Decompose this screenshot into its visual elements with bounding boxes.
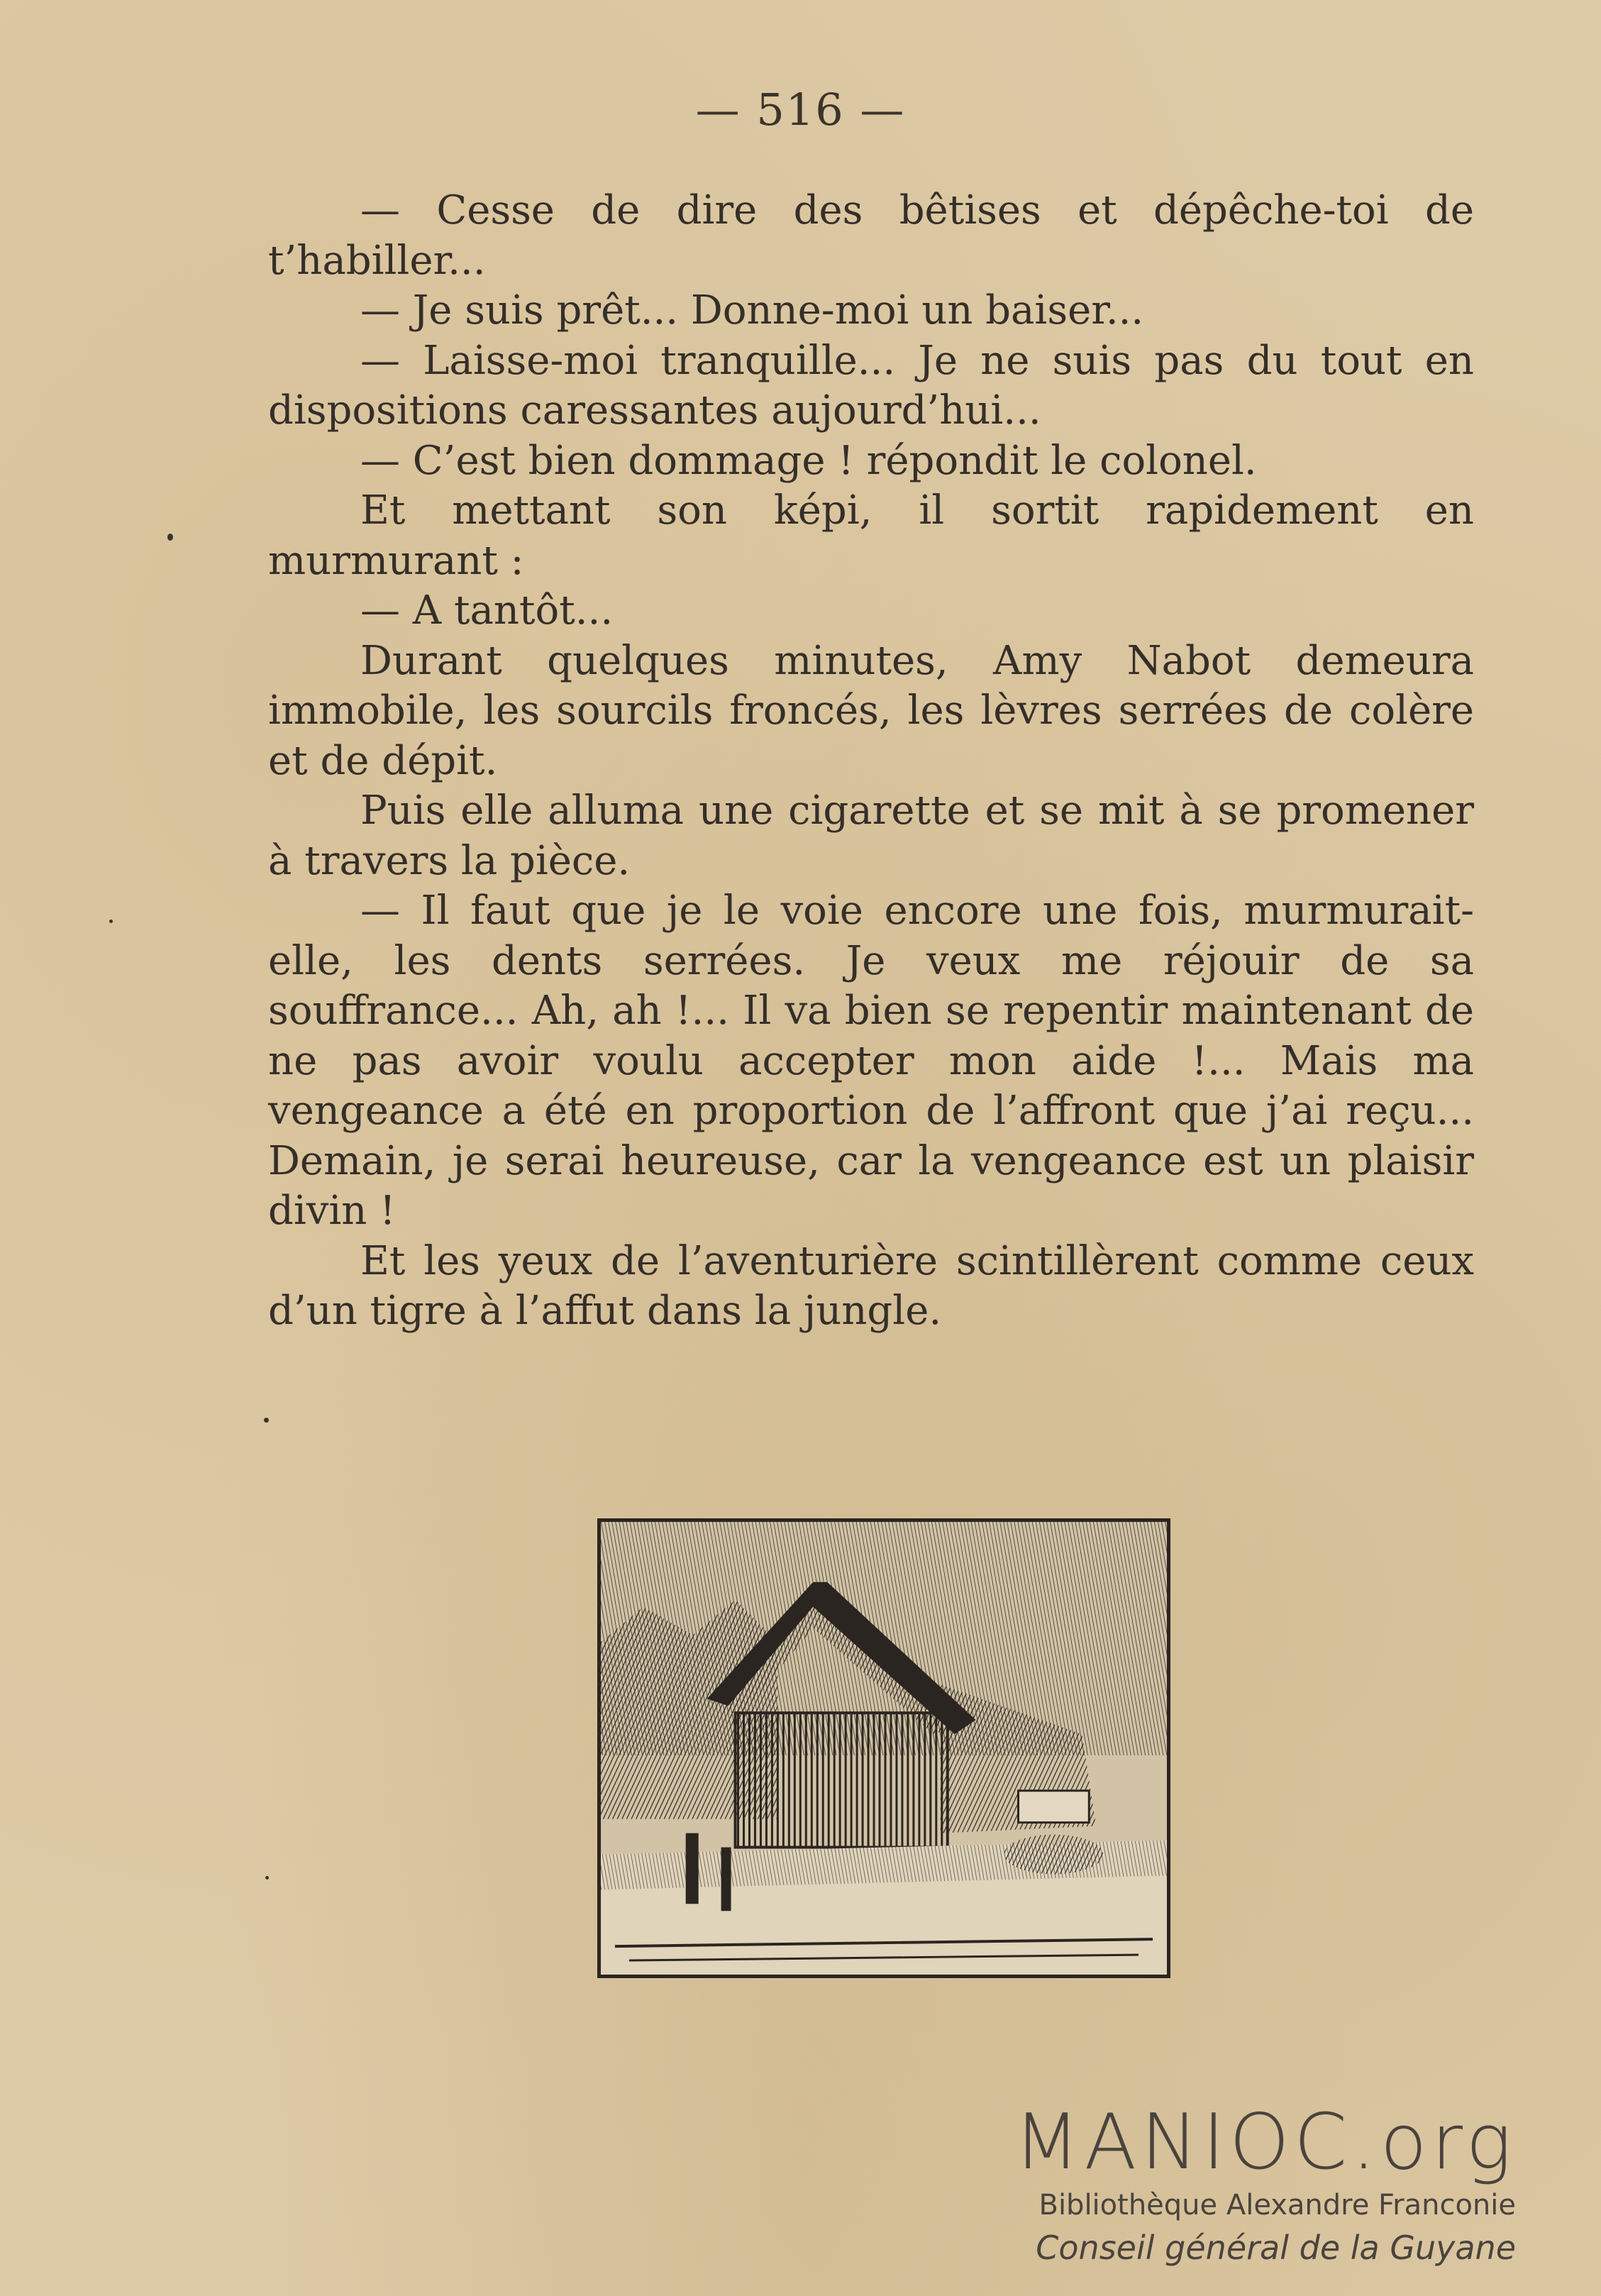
paper-speck <box>265 1876 269 1880</box>
paragraph: — Laisse-moi tranquille... Je ne suis pas du tout en dispositions caressantes aujourd’hui... <box>268 337 1474 434</box>
paragraph: — Je suis prêt... Donne-moi un baiser... <box>360 287 1144 333</box>
watermark <box>1014 2100 1516 2270</box>
watermark-library-line: Bibliothèque Alexandre Franconie <box>1038 2189 1516 2222</box>
paragraph: — C’est bien dommage ! répondit le colonel. <box>360 437 1257 484</box>
paragraph: — A tantôt... <box>360 587 614 634</box>
paragraph: — Cesse de dire des bêtises et dépêche-toi de t’habiller... <box>268 187 1474 284</box>
paragraph: Puis elle alluma une cigarette et se mit à se promener à travers la pièce. <box>268 788 1474 884</box>
paragraph: Et mettant son képi, il sortit rapidement en murmurant : <box>268 487 1474 584</box>
cabin-engraving-image <box>601 1522 1167 1975</box>
body-text <box>268 186 1474 1337</box>
woodcut-illustration <box>597 1518 1170 1978</box>
paper-speck <box>167 534 173 541</box>
watermark-council-line: Conseil général de la Guyane <box>1036 2229 1516 2267</box>
paragraph: Et les yeux de l’aventurière scintillèrent comme ceux d’un tigre à l’affut dans la jungle. <box>268 1237 1474 1334</box>
paragraph: — Il faut que je le voie encore une fois, murmurait-elle, les dents serrées. Je veux me réjouir de sa souffrance... Ah, ah !... Il va bien se repentir maintenant de ne pas avoir voulu accepter mon aide !... Mais ma vengeance a été en proportion de l’affront que j’ai reçu... Demain, je serai heureuse, car la vengeance est un plaisir divin ! <box>268 888 1474 1234</box>
manioc-logo: MANIOC.org <box>1014 2098 1516 2187</box>
paper-speck <box>109 920 113 923</box>
paper-speck <box>264 1418 269 1423</box>
page-number: — 516 — <box>695 84 906 136</box>
paragraph: Durant quelques minutes, Amy Nabot demeura immobile, les sourcils froncés, les lèvres serrées de colère et de dépit. <box>268 637 1474 784</box>
